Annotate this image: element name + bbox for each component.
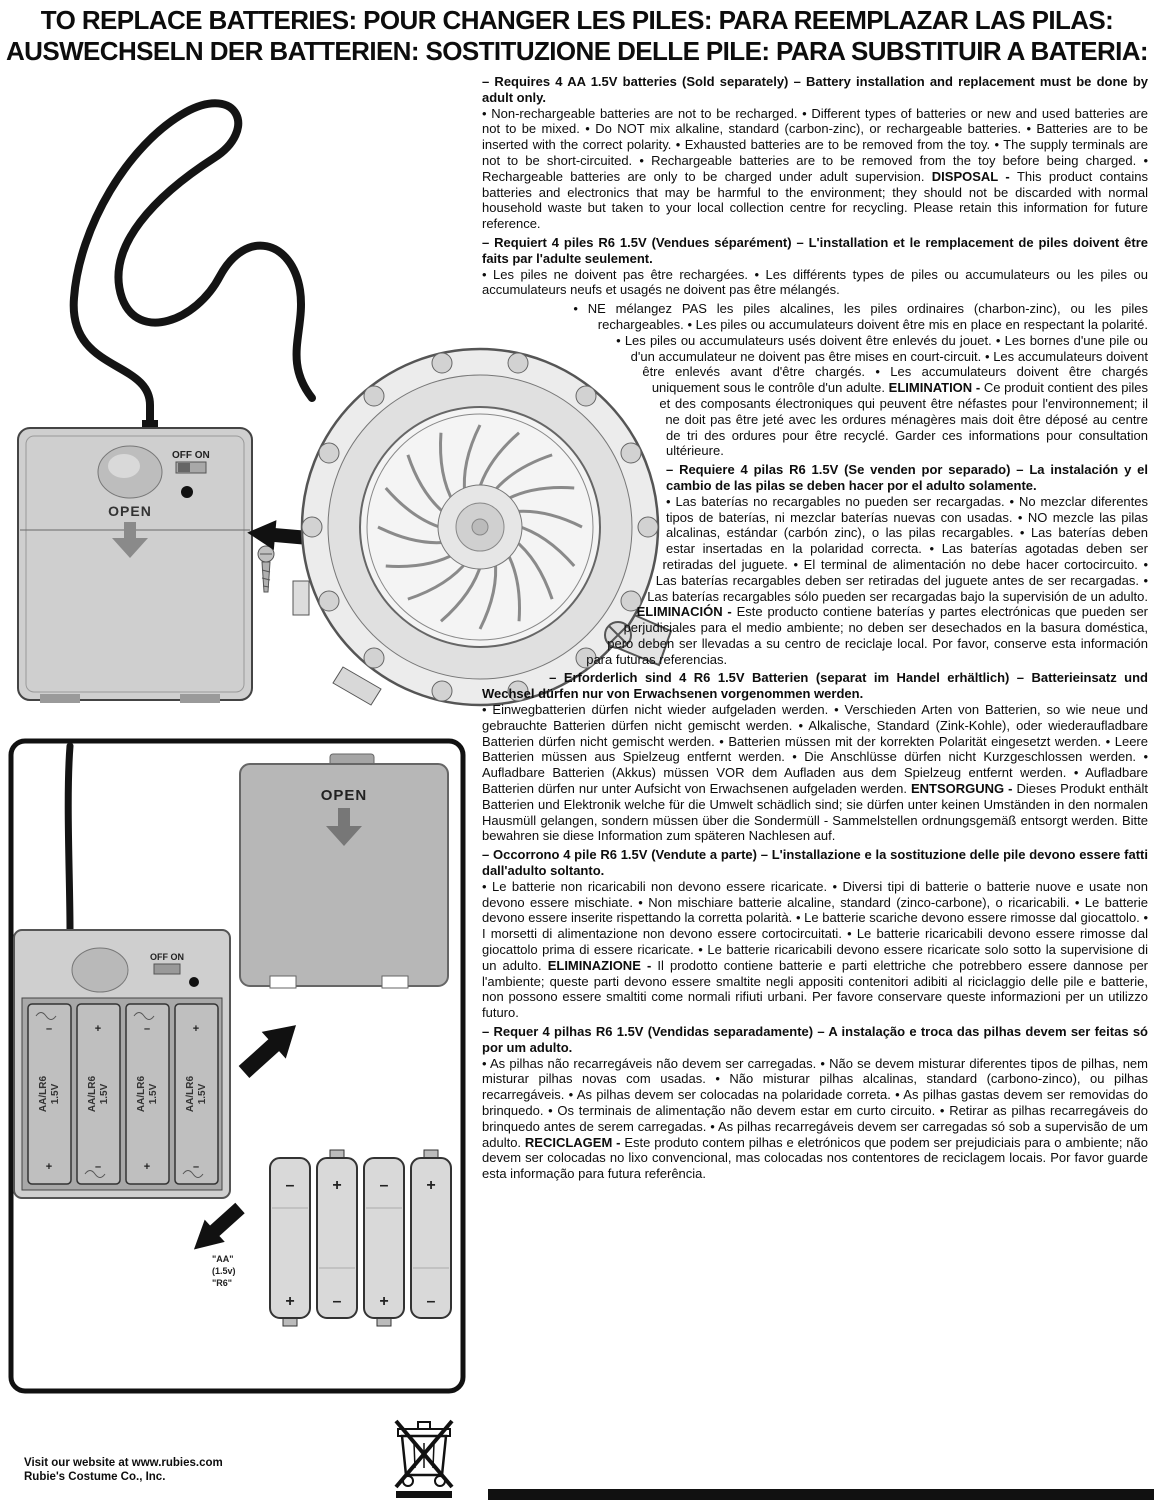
- pack-switch-knob: [178, 463, 190, 472]
- intro-german: – Erforderlich sind 4 R6 1.5V Batterien (separat im Handel erhältlich) – Batterieinsatz und Wechsel dürfen nur von Erwachsenen vorgenommen werden.: [482, 670, 1148, 702]
- holder-dome-button: [72, 948, 128, 992]
- pack-open-label: OPEN: [108, 503, 152, 519]
- intro-portuguese: – Requer 4 pilhas R6 1.5V (Vendidas separadamente) – A instalação e troca das pilhas devem ser feitas só por um adulto.: [482, 1024, 1148, 1055]
- holder-switch: [154, 964, 180, 974]
- cell-label: AA/LR61.5V: [136, 1075, 159, 1113]
- battery-nub: [283, 1318, 297, 1326]
- weee-crossed-bin-icon: [388, 1405, 460, 1500]
- battery-nub: [377, 1318, 391, 1326]
- section-portuguese: [482, 1024, 1148, 1182]
- polarity-sign: –: [332, 1293, 342, 1310]
- dome-highlight: [108, 454, 140, 478]
- power-cord: [74, 103, 312, 432]
- body-spanish: • Las baterías no recargables no pueden ser recargadas. • No mezclar diferentes tipos de baterías, ni mezclar baterías nuevas con usadas. • NO mezcle las pilas alcalinas, estándar (carbón zinc), o las pilas recargables. • Las baterías deben estar insertadas en la polaridad correcta. • Las baterías agotadas deben ser retiradas del juguete. • El terminal de alimentación no debe hacer cortocircuito. • Las baterías recargables deben ser retiradas del juguete antes de ser recargadas. • Las baterías recargables sólo pueden ser recargadas bajo la supervisión de un adulto. ELIMINACIÓN - Este producto contiene baterías y partes electrónicas que pueden ser perjudiciales para el medio ambiente; no deben ser desechados en la basura doméstica, pero deben ser llevadas a su centro de reciclaje local. Por favor, conserve esta información para futuras referencias.: [586, 493, 1148, 667]
- pack-foot: [180, 694, 220, 703]
- footer: [24, 1456, 223, 1484]
- polarity-sign: +: [332, 1177, 342, 1194]
- polarity-sign: +: [94, 1023, 102, 1035]
- cell-label: AA/LR61.5V: [185, 1075, 208, 1113]
- body-portuguese: • As pilhas não recarregáveis não devem ser carregadas. • Não se devem misturar diferentes tipos de pilhas, nem misturar pilhas novas com usadas. • Não misturar pilhas alcalinas, standard (carbono-zinco), ou pilhas recarregáveis. • As pilhas devem ser colocadas na polaridade correta. • As pilhas gastas devem ser removidas do brinquedo. • Os terminais de alimentação não devem estar em curto circuito. • Retirar as pilhas recarregáveis do brinquedo antes de serem carregadas. • As pilhas recarregáveis devem ser carregadas só sob a supervisão de um adulto. RECICLAGEM - Este produto contem pilhas e eletrónicos que podem ser prejudiciais para o ambiente; não devem ser colocadas no lixo convencional, mas colocadas nos contentores de reciclagem locais. Por favor guarde esta informação para futura referência.: [482, 1055, 1148, 1182]
- polarity-sign: –: [94, 1161, 102, 1173]
- screw-icon: [258, 546, 274, 592]
- section-italian: [482, 847, 1148, 1021]
- pack-foot: [40, 694, 80, 703]
- polarity-sign: –: [285, 1177, 295, 1194]
- page-title-line-1: TO REPLACE BATTERIES: POUR CHANGER LES PILES: PARA REEMPLAZAR LAS PILAS:: [40, 5, 1114, 35]
- polarity-sign: +: [45, 1161, 53, 1173]
- open-arrow-stem: [124, 522, 136, 538]
- pack-switch-label: OFF ON: [172, 450, 210, 461]
- cover-open-label: OPEN: [320, 787, 368, 804]
- bottom-bar: [488, 1489, 1154, 1500]
- cover-notch: [270, 976, 296, 988]
- intro-italian: – Occorrono 4 pile R6 1.5V (Vendute a parte) – L'installazione e la sostituzione delle pile devono essere fatti dall'adulto soltanto.: [482, 847, 1148, 879]
- holder-cord: [68, 746, 70, 930]
- polarity-sign: +: [426, 1177, 436, 1194]
- polarity-sign: –: [426, 1293, 436, 1310]
- body-french-part1: • Les piles ne doivent pas être rechargées. • Les différents types de piles ou accumulateurs ou les piles ou accumulateurs neufs et usagés ne doivent pas être mélangés.: [482, 266, 1148, 298]
- intro-english: – Requires 4 AA 1.5V batteries (Sold separately) – Battery installation and replacement must be done by adult only.: [482, 74, 1148, 105]
- polarity-sign: –: [192, 1161, 200, 1173]
- intro-french: – Requiert 4 piles R6 1.5V (Vendues séparément) – L'installation et le remplacement de piles doivent être faits par l'adulte seulement.: [482, 234, 1148, 266]
- holder-screw-hole: [189, 977, 199, 987]
- polarity-sign: +: [379, 1293, 389, 1310]
- footer-company: Rubie's Costume Co., Inc.: [24, 1471, 166, 1483]
- fan-side-tab: [293, 581, 309, 615]
- body-english: • Non-rechargeable batteries are not to be recharged. • Different types of batteries or new and used batteries are not to be mixed. • Do NOT mix alkaline, standard (carbon-zinc), or rechargeable batteries. • Batteries are to be inserted with the correct polarity. • Exhausted batteries are to be removed from the toy. • The supply terminals are not to be short-circuited. • Rechargeable batteries are to be removed from the toy before being charged. • Rechargeable batteries are only to be charged under adult supervision. DISPOSAL - This product contains batteries and electronics that may be harmful to the environment; they should not be discarded with normal household waste but taken to your local collection centre for recycling. Please retain this information for future reference.: [482, 105, 1148, 232]
- polarity-sign: +: [143, 1161, 151, 1173]
- fan-foot: [333, 667, 381, 705]
- polarity-sign: –: [45, 1023, 53, 1035]
- page-title: [0, 5, 1154, 67]
- intro-spanish: – Requiere 4 pilas R6 1.5V (Se venden por separado) – La instalación y el cambio de las pilas se deben hacer por el adulto solamente.: [666, 462, 1148, 493]
- battery-nub: [424, 1150, 438, 1158]
- polarity-sign: +: [192, 1023, 200, 1035]
- screw-hole: [181, 486, 193, 498]
- section-english: [482, 74, 1148, 232]
- instructions-text: [482, 74, 1148, 1185]
- battery-size-note: [212, 1254, 236, 1288]
- cover-arrow-stem: [338, 808, 350, 826]
- cell-label: AA/LR61.5V: [87, 1075, 110, 1113]
- body-french-part2: • NE mélangez PAS les piles alcalines, les piles ordinaires (charbon-zinc), ou les piles rechargeables. • Les piles ou accumulateurs doivent être mis en place en respectant la polarité. • Les piles ou accumulateurs usés doivent être enlevés du jouet. • Les bornes d'une pile ou d'un accumulateur ne doivent pas être mises en court-circuit. • Les accumulateurs doivent être enlevés avant d'être chargés. • Les accumulateurs doivent être chargés uniquement sous le contrôle d'un adulte. ELIMINATION - Ce produit contient des piles et des composants électroniques qui peuvent être néfastes pour l'environnement; il ne doit pas être jeté avec les ordures ménagères mais doit être déposé au centre de tri des ordures pour être recyclé. Garder ces informations pour consultation ultérieure.: [573, 301, 1148, 459]
- svg-text:(1.5v): (1.5v): [212, 1266, 236, 1276]
- polarity-sign: –: [379, 1177, 389, 1194]
- svg-text:"R6": "R6": [212, 1278, 233, 1288]
- page-title-line-2: AUSWECHSELN DER BATTERIEN: SOSTITUZIONE DELLE PILE: PARA SUBSTITUIR A BATERIA:: [6, 36, 1148, 66]
- section-german: [482, 670, 1148, 844]
- svg-text:"AA": "AA": [212, 1254, 234, 1264]
- holder-switch-label: OFF ON: [150, 952, 184, 962]
- instruction-box-illustration: [8, 738, 468, 1396]
- body-german: • Einwegbatterien dürfen nicht wieder aufgeladen werden. • Verschieden Arten von Batterien, so wie neue und gebrauchte Batterien dürfen nicht gemischt werden. • Alkalische, Standard (Zink-Kohle), oder wiederaufladbare Batterien dürfen nicht gemischt werden. • Batterien müssen mit der korrekten Polarität eingesetzt werden. • Leere Batterien müssen aus Spielzeug entfernt werden. • Die Anschlüsse dürfen nicht Kurzgeschlossen werden. • Aufladbare Batterien (Akkus) müssen VOR dem Aufladen aus dem Spielzeug entfernt werden. • Aufladbare Batterien dürfen nur unter Aufsicht von Erwachsenen aufgeladen werden. ENTSORGUNG - Dieses Produkt enthält Batterien und Elektronik welche für die Umwelt schädlich sind; sie dürfen unter keinen Umständen in den normalen Hausmüll gelangen, sondern müssen über die Sondermüll - Sammelstellen ordnungsgemäß entsorgt werden. Bitte bewahren sie diese Information zum späteren Nachlesen auf.: [482, 702, 1148, 844]
- polarity-sign: –: [143, 1023, 151, 1035]
- polarity-sign: +: [285, 1293, 295, 1310]
- battery-nub: [330, 1150, 344, 1158]
- section-french: [482, 235, 1148, 459]
- cell-label: AA/LR61.5V: [38, 1075, 61, 1113]
- body-italian: • Le batterie non ricaricabili non devono essere ricaricate. • Diversi tipi di batterie o batterie nuove e usate non devono essere mischiate. • Non mischiare batterie alcaline, standard (zinco-carbone), o ricaricabili. • Le batterie devono essere inserite rispettando la corretta polarità. • Le batterie scariche devono essere rimosse dal giocattolo. • I morsetti di alimentazione non devono essere cortocircuitati. • Le batterie ricaricabili devono essere rimosse dal giocattolo prima di essere ricaricate. • Le batterie ricaricabili devono essere ricaricate solo sotto la supervisione di un adulto. ELIMINAZIONE - Il prodotto contiene batterie e parti elettriche che potrebbero essere dannose per l'ambiente; queste parti devono essere smaltite negli appositi contenitori adibiti al riciclaggio delle pile e batterie, non possono essere smaltiti come normali rifiuti urbani. Per favore conservare queste informazioni per un utilizzo futuro.: [482, 878, 1149, 1021]
- footer-website: Visit our website at www.rubies.com: [24, 1457, 223, 1469]
- cover-notch: [382, 976, 408, 988]
